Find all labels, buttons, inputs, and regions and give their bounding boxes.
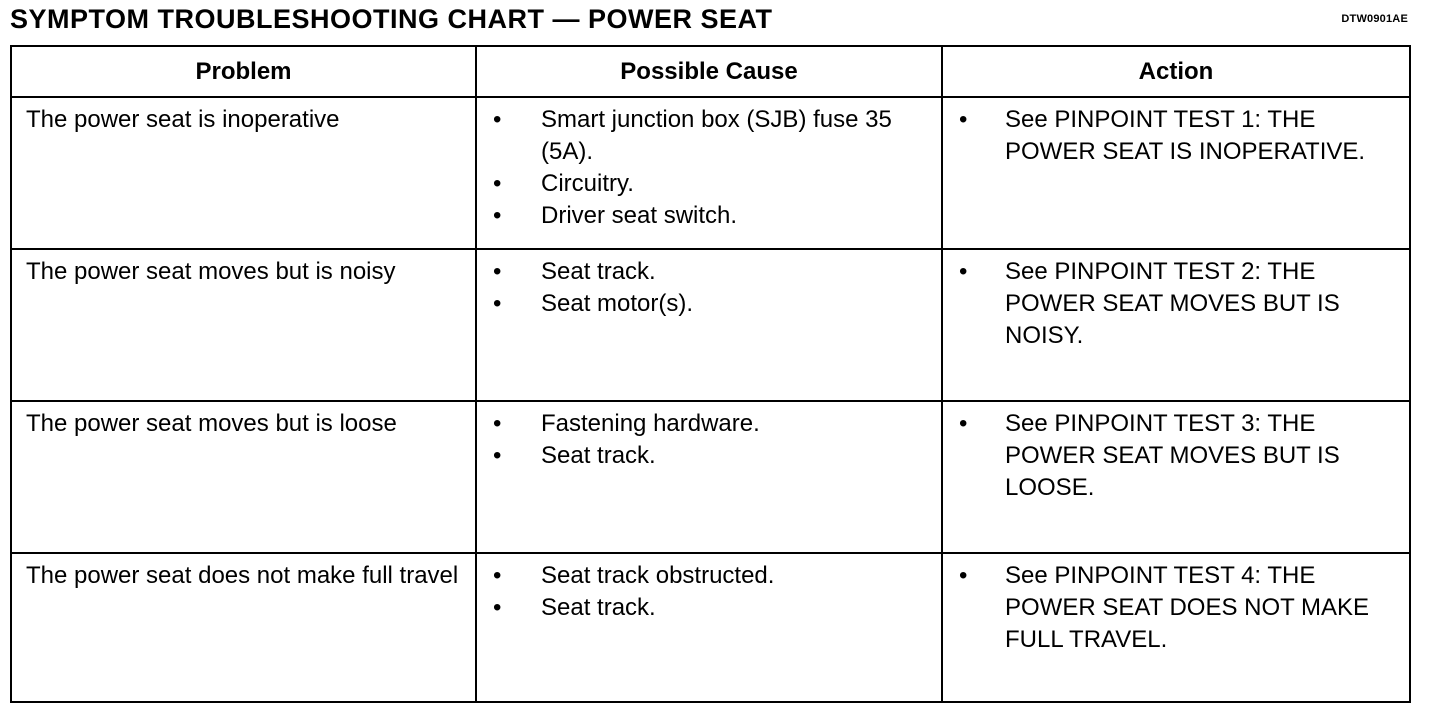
action-list <box>957 256 1395 352</box>
action-list <box>957 408 1395 504</box>
document-code: DTW0901AE <box>1341 13 1408 25</box>
action-item: • See PINPOINT TEST 3: THE POWER SEAT MOVES BUT IS LOOSE. <box>957 408 1395 504</box>
cause-item: • Smart junction box (SJB) fuse 35 (5A). <box>491 104 927 168</box>
action-item: • See PINPOINT TEST 1: THE POWER SEAT IS INOPERATIVE. <box>957 104 1395 168</box>
cause-cell <box>476 553 942 702</box>
column-header-problem: Problem <box>11 46 476 97</box>
cause-item: • Seat motor(s). <box>491 288 927 320</box>
table-row <box>11 553 1410 702</box>
cause-item: • Circuitry. <box>491 168 927 200</box>
cause-list <box>491 104 927 232</box>
cause-list <box>491 408 927 472</box>
cause-item: • Driver seat switch. <box>491 200 927 232</box>
column-header-possible-cause: Possible Cause <box>476 46 942 97</box>
action-item: • See PINPOINT TEST 4: THE POWER SEAT DOES NOT MAKE FULL TRAVEL. <box>957 560 1395 656</box>
problem-cell: The power seat is inoperative <box>11 97 476 249</box>
cause-item: • Seat track. <box>491 256 927 288</box>
header-row <box>11 46 1410 97</box>
cause-item: • Seat track obstructed. <box>491 560 927 592</box>
action-cell <box>942 553 1410 702</box>
cause-list <box>491 256 927 320</box>
table-row <box>11 97 1410 249</box>
action-cell <box>942 97 1410 249</box>
problem-cell: The power seat does not make full travel <box>11 553 476 702</box>
cause-cell <box>476 401 942 553</box>
troubleshooting-table <box>10 45 1411 703</box>
page-title: SYMPTOM TROUBLESHOOTING CHART — POWER SEAT <box>10 4 773 34</box>
cause-item: • Seat track. <box>491 592 927 624</box>
action-cell <box>942 249 1410 401</box>
column-header-action: Action <box>942 46 1410 97</box>
cause-item: • Seat track. <box>491 440 927 472</box>
action-item: • See PINPOINT TEST 2: THE POWER SEAT MOVES BUT IS NOISY. <box>957 256 1395 352</box>
cause-item: • Fastening hardware. <box>491 408 927 440</box>
action-list <box>957 104 1395 168</box>
problem-cell: The power seat moves but is loose <box>11 401 476 553</box>
cause-cell <box>476 249 942 401</box>
action-cell <box>942 401 1410 553</box>
cause-cell <box>476 97 942 249</box>
action-list <box>957 560 1395 656</box>
cause-list <box>491 560 927 624</box>
problem-cell: The power seat moves but is noisy <box>11 249 476 401</box>
table-row <box>11 249 1410 401</box>
table-row <box>11 401 1410 553</box>
